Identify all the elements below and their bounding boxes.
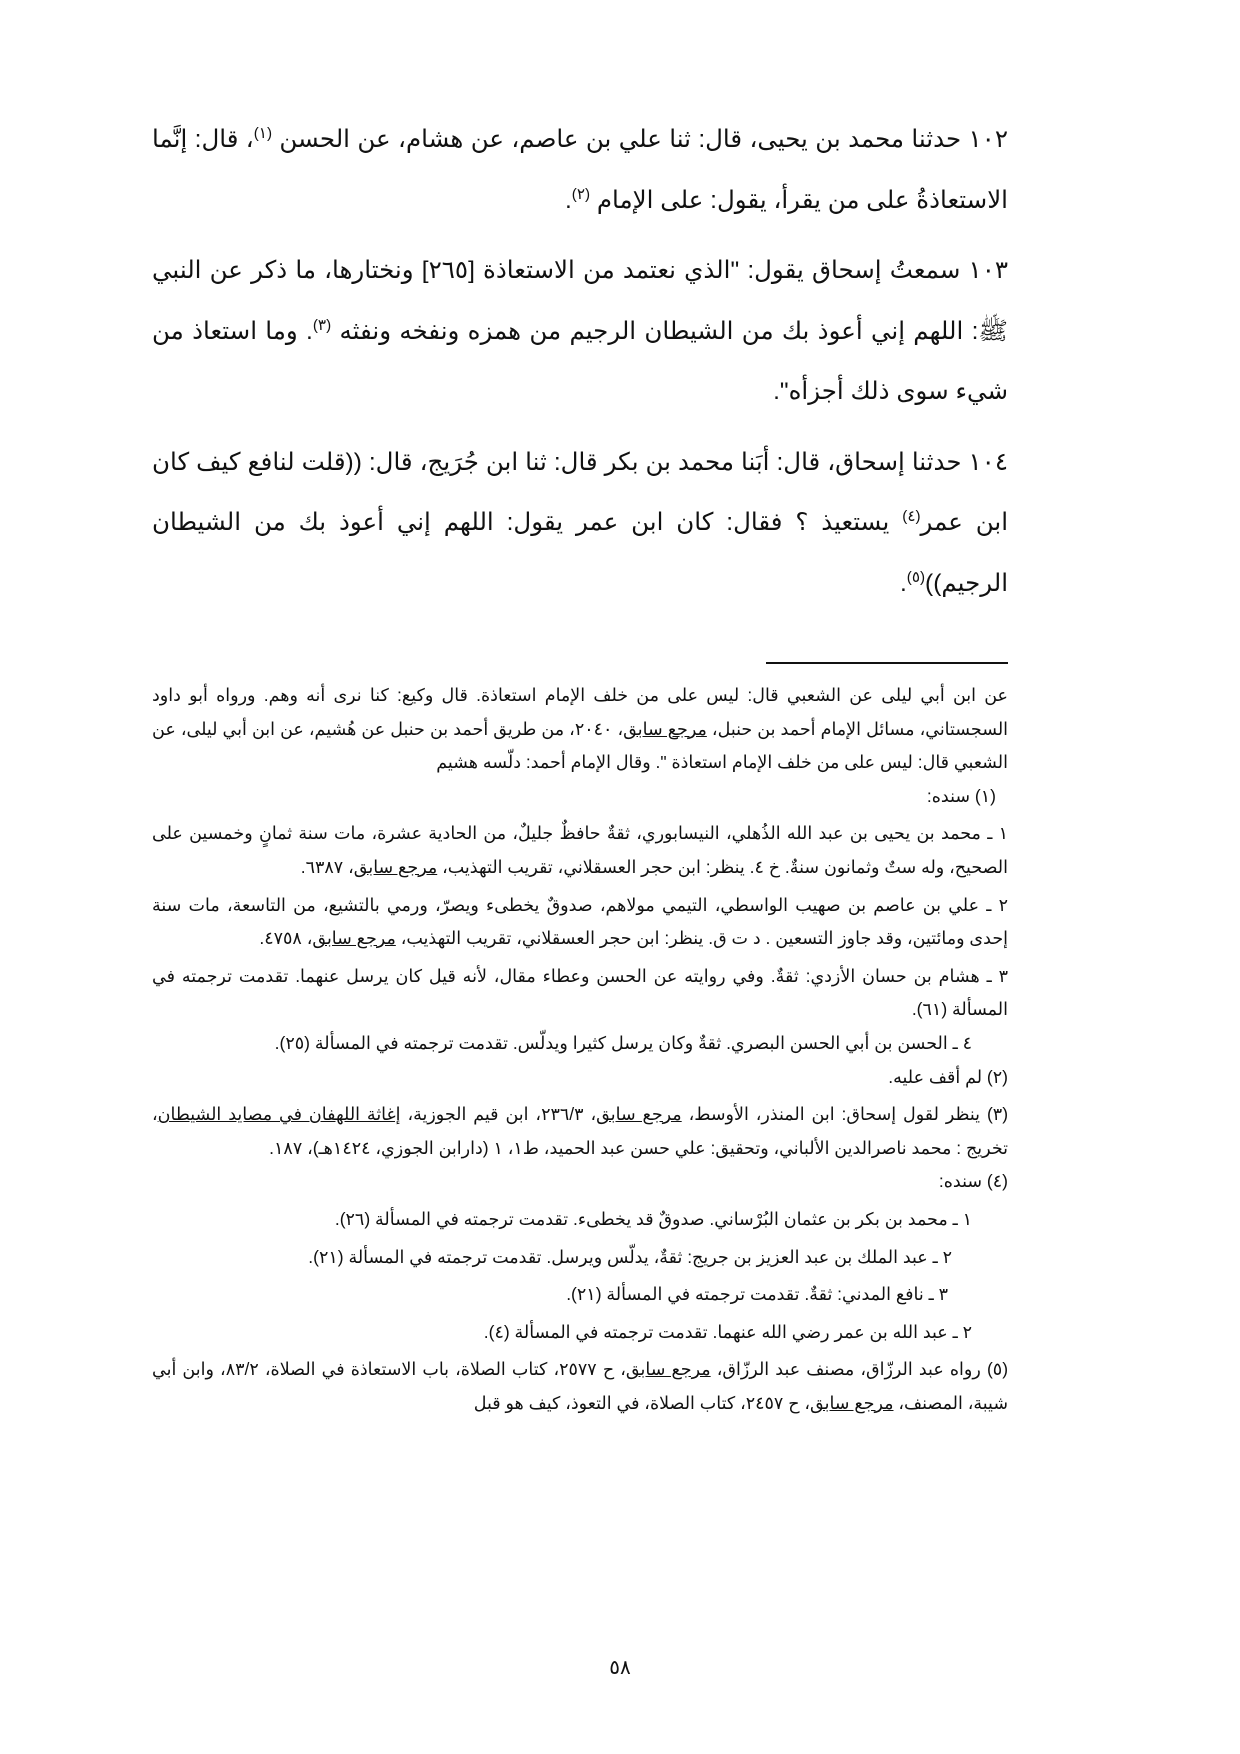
footnote-1-heading: (١) سنده: [926, 785, 996, 806]
reference-link: مرجع سابق [623, 718, 707, 739]
footnote-2: (٢) لم أقف عليه. [888, 1066, 1008, 1087]
page-number: ٥٨ [609, 1657, 631, 1679]
reference-link: مرجع سابق [353, 856, 438, 877]
reference-title: إغاثة اللهفان في مصايد الشيطان [157, 1104, 401, 1125]
reference-link: مرجع سابق [312, 928, 396, 949]
footnote-1-item-4: ٤ ـ الحسن بن أبي الحسن البصري. ثقةٌ وكان يرسل كثيرا ويدلّس. تقدمت ترجمته في المسألة (٢٥). [274, 1032, 972, 1053]
footnote-separator [766, 662, 1008, 664]
paragraph-102: ١٠٢ حدثنا محمد بن يحيى، قال: ثنا علي بن عاصم، عن هشام، عن الحسن $^{(١)}$، قال: إنَّما الاستعاذةُ على من يقرأ، يقول: على الإمام $^{(٢)}$. [152, 124, 1008, 214]
reference-link: مرجع سابق [810, 1392, 894, 1413]
footnote-3: (٣) ينظر لقول إسحاق: ابن المنذر، الأوسط، مرجع سابق، ٢٣٦/٣، ابن قيم الجوزية، إغاثة اللهفان في مصايد الشيطان، تخريج : محمد ناصرالدين الألباني، وتحقيق: علي حسن عبد الحميد، ط١، ١ (دارابن الجوزي، ١٤٢٤هـ)، ١٨٧. [152, 1104, 1009, 1158]
footnote-ref-1[interactable]: (١) [253, 124, 273, 142]
footnote-4-item-3: ٣ ـ نافع المدني: ثقةٌ. تقدمت ترجمته في المسألة (٢١). [566, 1284, 948, 1305]
reference-link: مرجع سابق [625, 1359, 711, 1380]
paragraph-103: ١٠٣ سمعتُ إسحاق يقول: "الذي نعتمد من الاستعاذة [٢٦٥] ونختارها، ما ذكر عن النبي ﷺ: اللهم إني أعوذ بك من الشيطان الرجيم من همزه ونفخه ونفثه $^{(٣)}$. وما استعاذ من شيء سوى ذلك أجزأه". [152, 257, 1009, 405]
footnote-4-item-2: ٢ ـ عبد الملك بن عبد العزيز بن جريج: ثقةٌ، يدلّس ويرسل. تقدمت ترجمته في المسألة (٢١). [308, 1246, 952, 1267]
main-text [152, 110, 1008, 624]
footnote-ref-3[interactable]: (٣) [312, 316, 332, 334]
footnote-1-item-2: ٢ ـ علي بن عاصم بن صهيب الواسطي، التيمي مولاهم، صدوقٌ يخطىء ويصرّ، ورمي بالتشيع، من التاسعة، مات سنة إحدى ومائتين، وقد جاوز التسعين . د ت ق. ينظر: ابن حجر العسقلاني، تقريب التهذيب، مرجع سابق، ٤٧٥٨. [152, 894, 1008, 949]
footnote-ref-2[interactable]: (٢) [571, 185, 591, 203]
footnotes [152, 679, 1008, 1420]
footnote-1-item-1: ١ ـ محمد بن يحيى بن عبد الله الذُهلي، النيسابوري، ثقةٌ حافظٌ جليلٌ، من الحادية عشرة، مات سنة ثمانٍ وخمسين على الصحيح، وله ستٌ وثمانون سنةٌ. خ ٤. ينظر: ابن حجر العسقلاني، تقريب التهذيب، مرجع سابق، ٦٣٨٧. [152, 823, 1008, 877]
footnote-1-item-3: ٣ ـ هشام بن حسان الأزدي: ثقةٌ. وفي روايته عن الحسن وعطاء مقال، لأنه قيل كان يرسل عنهما. تقدمت ترجمته في المسألة (٦١). [152, 965, 1008, 1020]
footnote-4-heading: (٤) سنده: [938, 1171, 1008, 1192]
footnote-ref-5[interactable]: (٥) [906, 568, 926, 586]
footnote-4-item-4: ٢ ـ عبد الله بن عمر رضي الله عنهما. تقدمت ترجمته في المسألة (٤). [483, 1321, 972, 1342]
footnote-5: (٥) رواه عبد الرزّاق، مصنف عبد الرزّاق، مرجع سابق، ح ٢٥٧٧، كتاب الصلاة، باب الاستعاذة في الصلاة، ٨٣/٢، وابن أبي شيبة، المصنف، مرجع سابق، ح ٢٤٥٧، كتاب الصلاة، في التعوذ، كيف هو قبل [152, 1359, 1009, 1413]
footnote-4-item-1: ١ ـ محمد بن بكر بن عثمان البُرْساني. صدوقٌ قد يخطىء. تقدمت ترجمته في المسألة (٢٦). [334, 1208, 972, 1229]
reference-link: مرجع سابق [596, 1104, 682, 1125]
footnote-ref-4[interactable]: (٤) [902, 507, 921, 525]
paragraph-104: ١٠٤ حدثنا إسحاق، قال: أبَنا محمد بن بكر قال: ثنا ابن جُرَيج، قال: ((قلت لنافع كيف كان ابن عمر$^{(٤)}$ يستعيذ ؟ فقال: كان ابن عمر يقول: اللهم إني أعوذ بك من الشيطان الرجيم))$^{(٥)}$. [152, 448, 1009, 597]
footnote-continuation: عن ابن أبي ليلى عن الشعبي قال: ليس على من خلف الإمام استعاذة. قال وكيع: كنا نرى أنه وهم. ورواه أبو داود السجستاني، مسائل الإمام أحمد بن حنبل، مرجع سابق، ٢٠٤٠، من طريق أحمد بن حنبل عن هُشيم، عن ابن أبي ليلى، عن الشعبي قال: ليس على من خلف الإمام استعاذة ". وقال الإمام أحمد: دلّسه هشيم [152, 685, 1009, 773]
